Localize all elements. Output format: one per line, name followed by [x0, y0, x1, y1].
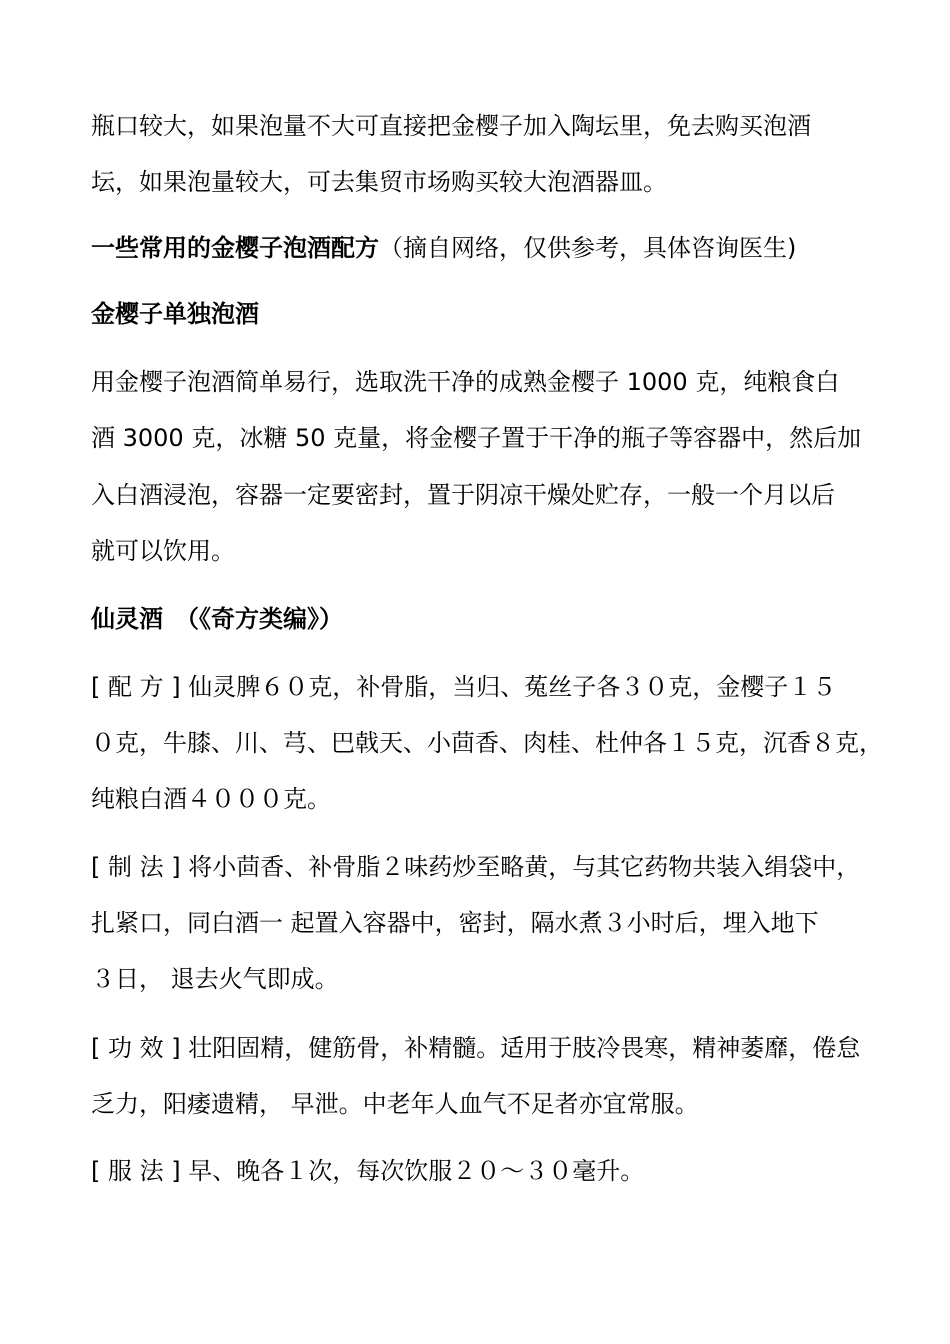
paragraph-single-line-4: 就可以饮用。	[91, 537, 235, 565]
heading-xianling-wine: 仙灵酒 （《奇方类编》）	[91, 605, 343, 633]
recipe-formula-line-2: ０克，牛膝、川、芎、巴戟天、小茴香、肉桂、杜仲各１５克，沉香８克，	[91, 729, 883, 757]
heading-common-recipes-title: 一些常用的金樱子泡酒配方	[91, 234, 379, 262]
recipe-formula-line-3: 纯粮白酒４０００克。	[91, 785, 331, 813]
paragraph-jar-line-1: 瓶口较大，如果泡量不大可直接把金樱子加入陶坛里，免去购买泡酒	[91, 112, 811, 140]
recipe-effect-line-1: [ 功 效 ] 壮阳固精，健筋骨，补精髓。适用于肢冷畏寒，精神萎靡，倦怠	[91, 1034, 861, 1062]
paragraph-single-line-3: 入白酒浸泡，容器一定要密封，置于阴凉干燥处贮存，一般一个月以后	[91, 481, 835, 509]
heading-single-infusion: 金樱子单独泡酒	[91, 300, 259, 328]
recipe-effect-line-2: 乏力，阳痿遗精， 早泄。中老年人血气不足者亦宜常服。	[91, 1090, 699, 1118]
recipe-formula-line-1: [ 配 方 ] 仙灵脾６０克，补骨脂，当归、菟丝子各３０克，金樱子１５	[91, 673, 837, 701]
recipe-usage-line-1: [ 服 法 ] 早、晚各１次，每次饮服２０～３０毫升。	[91, 1157, 645, 1185]
heading-common-recipes	[91, 232, 796, 264]
recipe-method-line-1: [ 制 法 ] 将小茴香、补骨脂２味药炒至略黄，与其它药物共装入绢袋中，	[91, 853, 861, 881]
paragraph-single-line-2: 酒 3000 克，冰糖 50 克量，将金樱子置于干净的瓶子等容器中，然后加	[91, 424, 862, 452]
recipe-method-line-3: ３日， 退去火气即成。	[91, 965, 339, 993]
paragraph-jar-line-2: 坛，如果泡量较大，可去集贸市场购买较大泡酒器皿。	[91, 168, 667, 196]
recipe-method-line-2: 扎紧口，同白酒一 起置入容器中，密封，隔水煮３小时后，埋入地下	[91, 909, 819, 937]
paragraph-single-line-1: 用金樱子泡酒简单易行，选取洗干净的成熟金樱子 1000 克，纯粮食白	[91, 368, 840, 396]
heading-common-recipes-note: （摘自网络，仅供参考，具体咨询医生)	[379, 234, 797, 262]
